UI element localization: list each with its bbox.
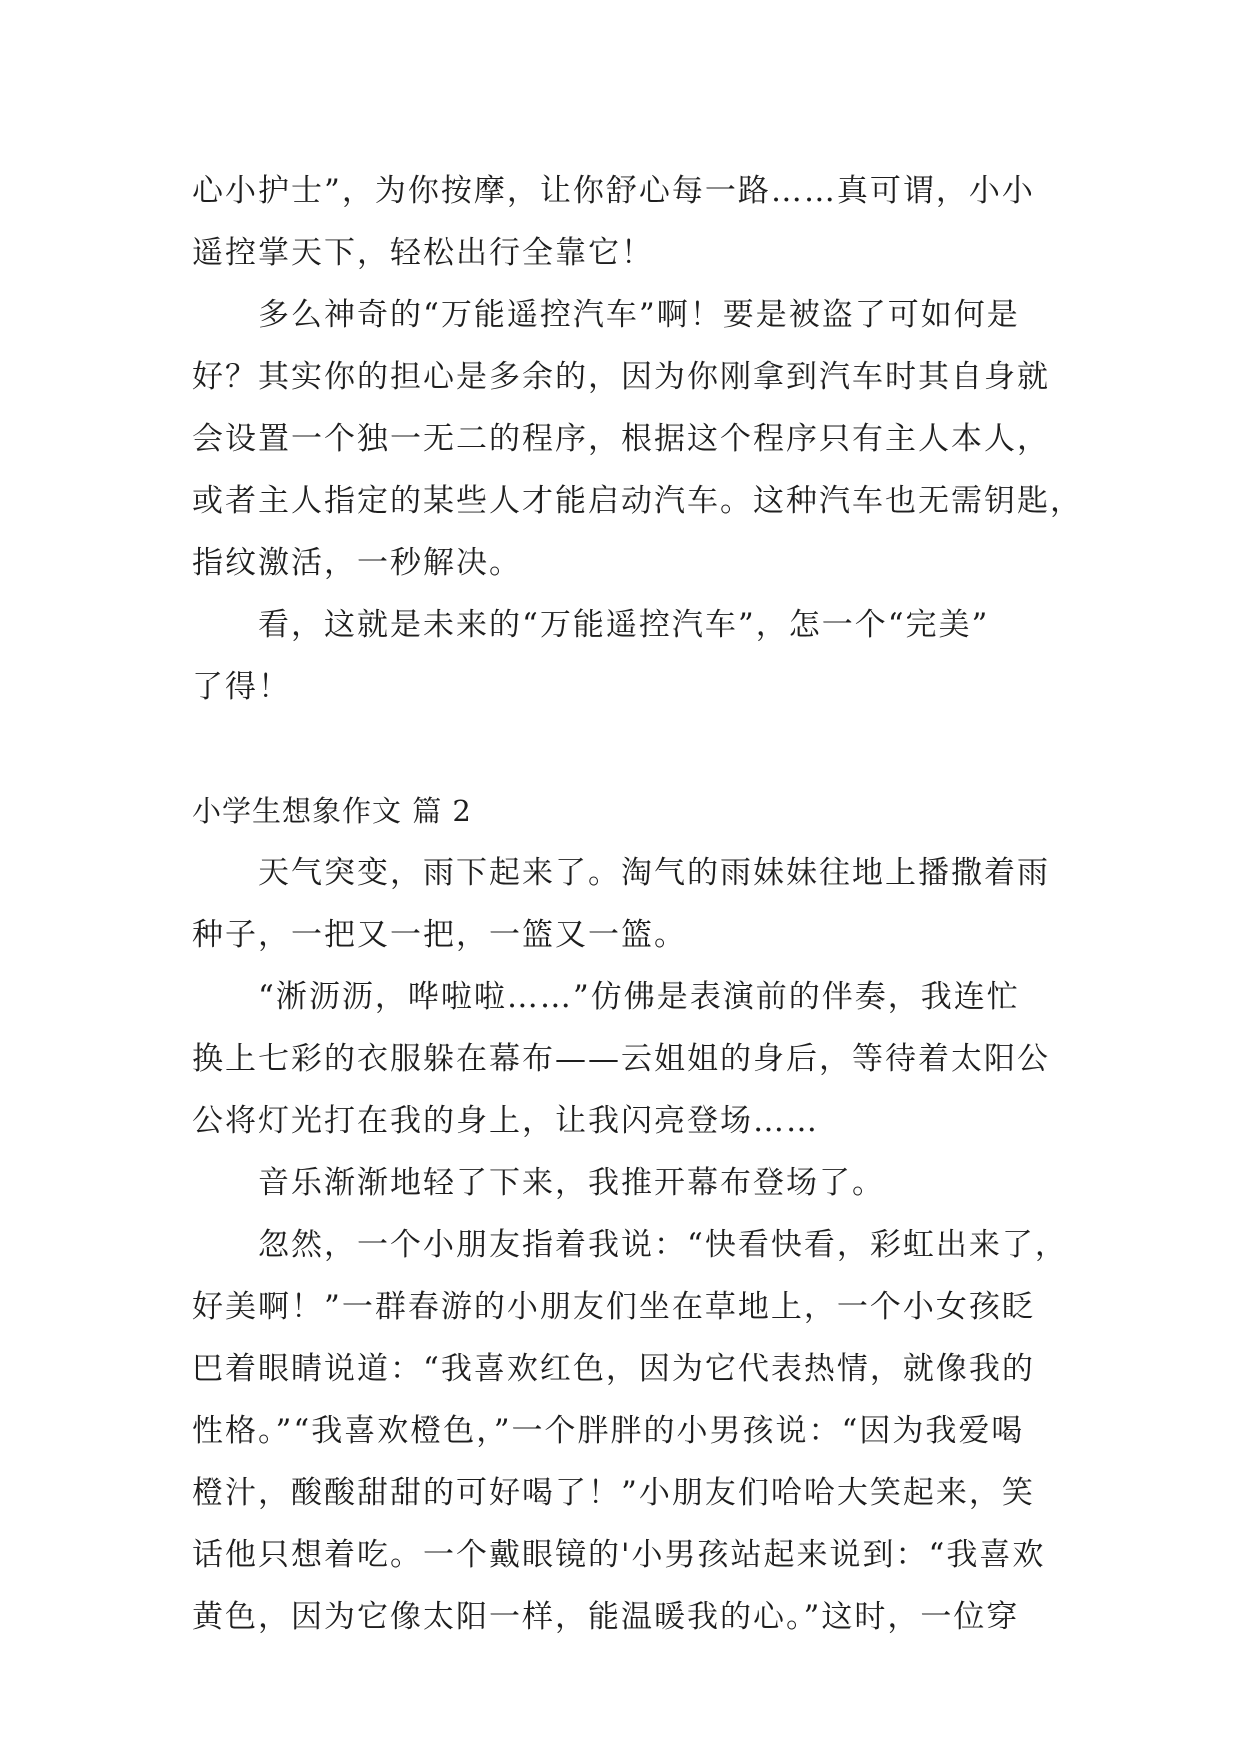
paragraph-line: 指纹激活，一秒解决。 [192,545,522,581]
essay-1-tail [192,160,1083,718]
paragraph-line: 巴着眼睛说道：“我喜欢红色，因为它代表热情，就像我的 [192,1351,1035,1387]
paragraph-line: 心小护士”，为你按摩，让你舒心每一路……真可谓，小小 [192,173,1035,209]
paragraph-line: 音乐渐渐地轻了下来，我推开幕布登场了。 [258,1165,885,1201]
paragraph-line: 种子，一把又一把，一篮又一篮。 [192,917,687,953]
paragraph-line: 话他只想着吃。一个戴眼镜的'小男孩站起来说到：“我喜欢 [192,1537,1046,1573]
paragraph-line: 好？其实你的担心是多余的，因为你刚拿到汽车时其自身就 [192,359,1050,395]
paragraph-line: 会设置一个独一无二的程序，根据这个程序只有主人本人， [192,421,1050,457]
paragraph-line: 换上七彩的衣服躲在幕布——云姐姐的身后，等待着太阳公 [192,1041,1050,1077]
paragraph-line: 橙汁，酸酸甜甜的可好喝了！”小朋友们哈哈大笑起来，笑 [192,1475,1035,1511]
paragraph-line: “淅沥沥，哗啦啦……”仿佛是表演前的伴奏，我连忙 [258,979,1020,1015]
essay-heading: 小学生想象作文 篇 2 [192,794,472,828]
essay-2 [192,780,1068,1648]
document-body [192,160,1083,1648]
paragraph-line: 好美啊！”一群春游的小朋友们坐在草地上，一个小女孩眨 [192,1289,1035,1325]
paragraph-line: 看，这就是未来的“万能遥控汽车”，怎一个“完美” [258,607,990,643]
paragraph-line: 忽然，一个小朋友指着我说：“快看快看，彩虹出来了， [258,1227,1068,1263]
paragraph-line: 性格。”“我喜欢橙色，”一个胖胖的小男孩说：“因为我爱喝 [192,1413,1025,1449]
paragraph-line: 天气突变，雨下起来了。淘气的雨妹妹往地上播撒着雨 [258,855,1050,891]
paragraph-line: 多么神奇的“万能遥控汽车”啊！要是被盗了可如何是 [258,297,1020,333]
paragraph-line: 或者主人指定的某些人才能启动汽车。这种汽车也无需钥匙， [192,483,1083,519]
paragraph-line: 了得！ [192,669,291,705]
paragraph-line: 遥控掌天下，轻松出行全靠它！ [192,235,654,271]
paragraph-line: 黄色，因为它像太阳一样，能温暖我的心。”这时，一位穿 [192,1599,1020,1635]
paragraph-line: 公将灯光打在我的身上，让我闪亮登场…… [192,1103,819,1139]
